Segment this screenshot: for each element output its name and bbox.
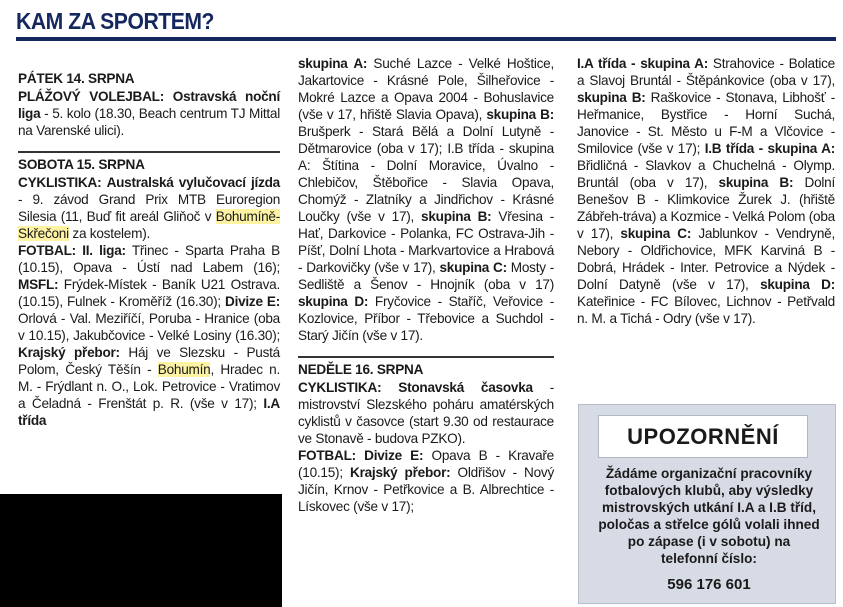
sport-label: FOTBAL:: [298, 448, 356, 463]
league-text: Třinec - Sparta Praha B (10.15), Opava - Ústí nad Labem (16);: [18, 243, 280, 275]
group-text: Dolní Benešov B - Klimkovice Žurek J. (hřiště Zábřeh-tráva) a Kozmice - Velká Polom (oba v 17),: [577, 175, 835, 241]
saturday-heading: SOBOTA 15. SRPNA: [18, 151, 280, 173]
column-3: [577, 55, 835, 327]
sport-label: CYKLISTIKA:: [298, 380, 382, 395]
highlighted-place: Bohumíně-Skřečoni: [18, 209, 280, 241]
group-label: skupina C:: [439, 260, 507, 275]
group-label: skupina B:: [577, 90, 646, 105]
league-text: , Hradec n. M. - Frýdlant n. O., Lok. Petrovice - Vratimov a Čeladná - Frenštát p. R. (vše v 17);: [18, 362, 280, 411]
notice-body: Žádáme organizační pracovníky fotbalových klubů, aby výsledky mistrovských utkání I.A a I.B tříd, poločas a střelce gólů volali ihned po zápase (i v sobotu) na telefonní číslo:: [598, 466, 820, 566]
league-text: Orlová - Val. Meziříčí, Poruba - Hranice (oba v 10.15), Jakubčovice - Velké Losiny (16.30);: [18, 311, 280, 343]
sport-label: PLÁŽOVÝ VOLEJBAL:: [18, 89, 164, 104]
league-label: Krajský přebor:: [350, 465, 451, 480]
sunday-heading: NEDĚLE 16. SRPNA: [298, 356, 554, 378]
group-text: Suché Lazce - Velké Hoštice, Jakartovice - Krásné Pole, Šilheřovice - Mokré Lazce a Opava 2004 - Bohuslavice (vše v 17, hřiště Slavia Opava),: [298, 56, 555, 122]
league-label: Divize E:: [225, 294, 280, 309]
group-label: skupina D:: [760, 277, 835, 292]
event-name: Stonavská časovka: [398, 380, 533, 395]
notice-box: [578, 404, 836, 604]
group-label: skupina A:: [298, 56, 368, 71]
sport-label: FOTBAL:: [18, 243, 76, 258]
group-label: skupina D:: [298, 294, 369, 309]
league-text: Oldřišov - Nový Jičín, Krnov - Petřkovice a B. Albrechtice - Lískovec (vše v 17);: [298, 465, 554, 514]
event-text: za kostelem).: [68, 226, 150, 241]
event-text: - 9. závod Grand Prix MTB Euroregion Silesia (11, Buď fit areál Gliňoč v: [18, 192, 280, 224]
sunday-cycling-listing: [298, 379, 554, 447]
friday-heading: PÁTEK 14. SRPNA: [18, 71, 135, 86]
sunday-football-listing: [298, 447, 554, 515]
group-text: Vřesina - Hať, Darkovice - Polanka, FC Ostrava-Jih - Píšť, Dolní Lhota - Markvartovice a Hrabová - Darkovičky (vše v 17),: [298, 209, 554, 275]
league-text: Háj ve Slezsku - Pustá Polom, Český Těšín -: [18, 345, 280, 377]
saturday-cycling-listing: [18, 174, 280, 242]
group-listing: [298, 55, 554, 344]
event-name: Australská vylučovací jízda: [106, 175, 280, 190]
event-text: - mistrovství Slezského poháru amatérských cyklistů v časovce (start 9.30 od restaurace ve Stonavě - budova PZKO).: [298, 380, 555, 446]
group-label: skupina B:: [421, 209, 492, 224]
group-label: skupina B:: [718, 175, 794, 190]
group-label: I.B třída - skupina A:: [704, 141, 835, 156]
notice-title: UPOZORNĚNÍ: [627, 424, 779, 449]
redacted-block: [0, 494, 282, 607]
notice-phone: 596 176 601: [667, 576, 751, 593]
column-1: [18, 70, 280, 429]
event-text: - 5. kolo (18.30, Beach centrum TJ Mittal na Varenské ulici).: [18, 106, 280, 138]
league-label: I.A třída: [18, 396, 280, 428]
league-text: Frýdek-Místek - Baník U21 Ostrava. (10.15), Fulnek - Kroměříž (16.30);: [18, 277, 280, 309]
saturday-football-listing: [18, 242, 280, 429]
group-text: Břidličná - Slavkov a Chuchelná - Olymp. Bruntál (oba v 17),: [577, 158, 835, 190]
group-label: skupina C:: [620, 226, 692, 241]
group-text: Strahovice - Bolatice a Slavoj Bruntál - Štěpánkovice (oba v 17),: [577, 56, 835, 88]
sport-label: CYKLISTIKA:: [18, 175, 102, 190]
group-text: Brušperk - Stará Bělá a Dolní Lutyně - Dětmarovice (oba v 17); I.B třída - skupina A: Štítina - Dolní Moravice, Úvalno - Chlebičov, Štěbořice - Slavia Opava, Chomýž - Zlatníky a Jindřichov - Krásné Loučky (vše v 17),: [298, 124, 554, 224]
column-2: [298, 55, 554, 515]
group-text: Raškovice - Stonava, Libhošť - Heřmanice, Bystřice - Horní Suchá, Janovice - St. Město u F-M a Vlčovice - Smilovice (vše v 17);: [577, 90, 835, 156]
title-rule: [16, 37, 836, 41]
league-label: II. liga:: [82, 243, 126, 258]
league-label: Krajský přebor:: [18, 345, 120, 360]
league-label: Divize E:: [364, 448, 424, 463]
group-text: Fryčovice - Staříč, Veřovice - Kozlovice, Příbor - Třebovice a Suchdol - Starý Jičín (vše v 17).: [298, 294, 554, 343]
league-label: MSFL:: [18, 277, 59, 292]
group-label: skupina B:: [486, 107, 554, 122]
group-text: Kateřinice - FC Bílovec, Lichnov - Petřvald n. M. a Tichá - Odry (vše v 17).: [577, 294, 835, 326]
notice-title-box: [598, 415, 808, 458]
group-listing: [577, 55, 835, 327]
page-title: KAM ZA SPORTEM?: [16, 8, 215, 34]
group-text: Jablunkov - Vendryně, Nebory - Oldřichovice, MFK Karviná B - Dobrá, Hrádek - Inter. Petrovice a Nýdek - Dolní Datyně (vše v 17),: [577, 226, 835, 292]
event-name: Ostravská noční liga: [18, 89, 281, 121]
highlighted-place: Bohumín: [157, 362, 211, 377]
group-text: Mosty - Sedliště a Šenov - Hnojník (oba v 17): [298, 260, 554, 292]
friday-listing: [18, 88, 280, 139]
group-label: I.A třída - skupina A:: [577, 56, 709, 71]
league-text: Opava B - Kravaře (10.15);: [298, 448, 554, 480]
